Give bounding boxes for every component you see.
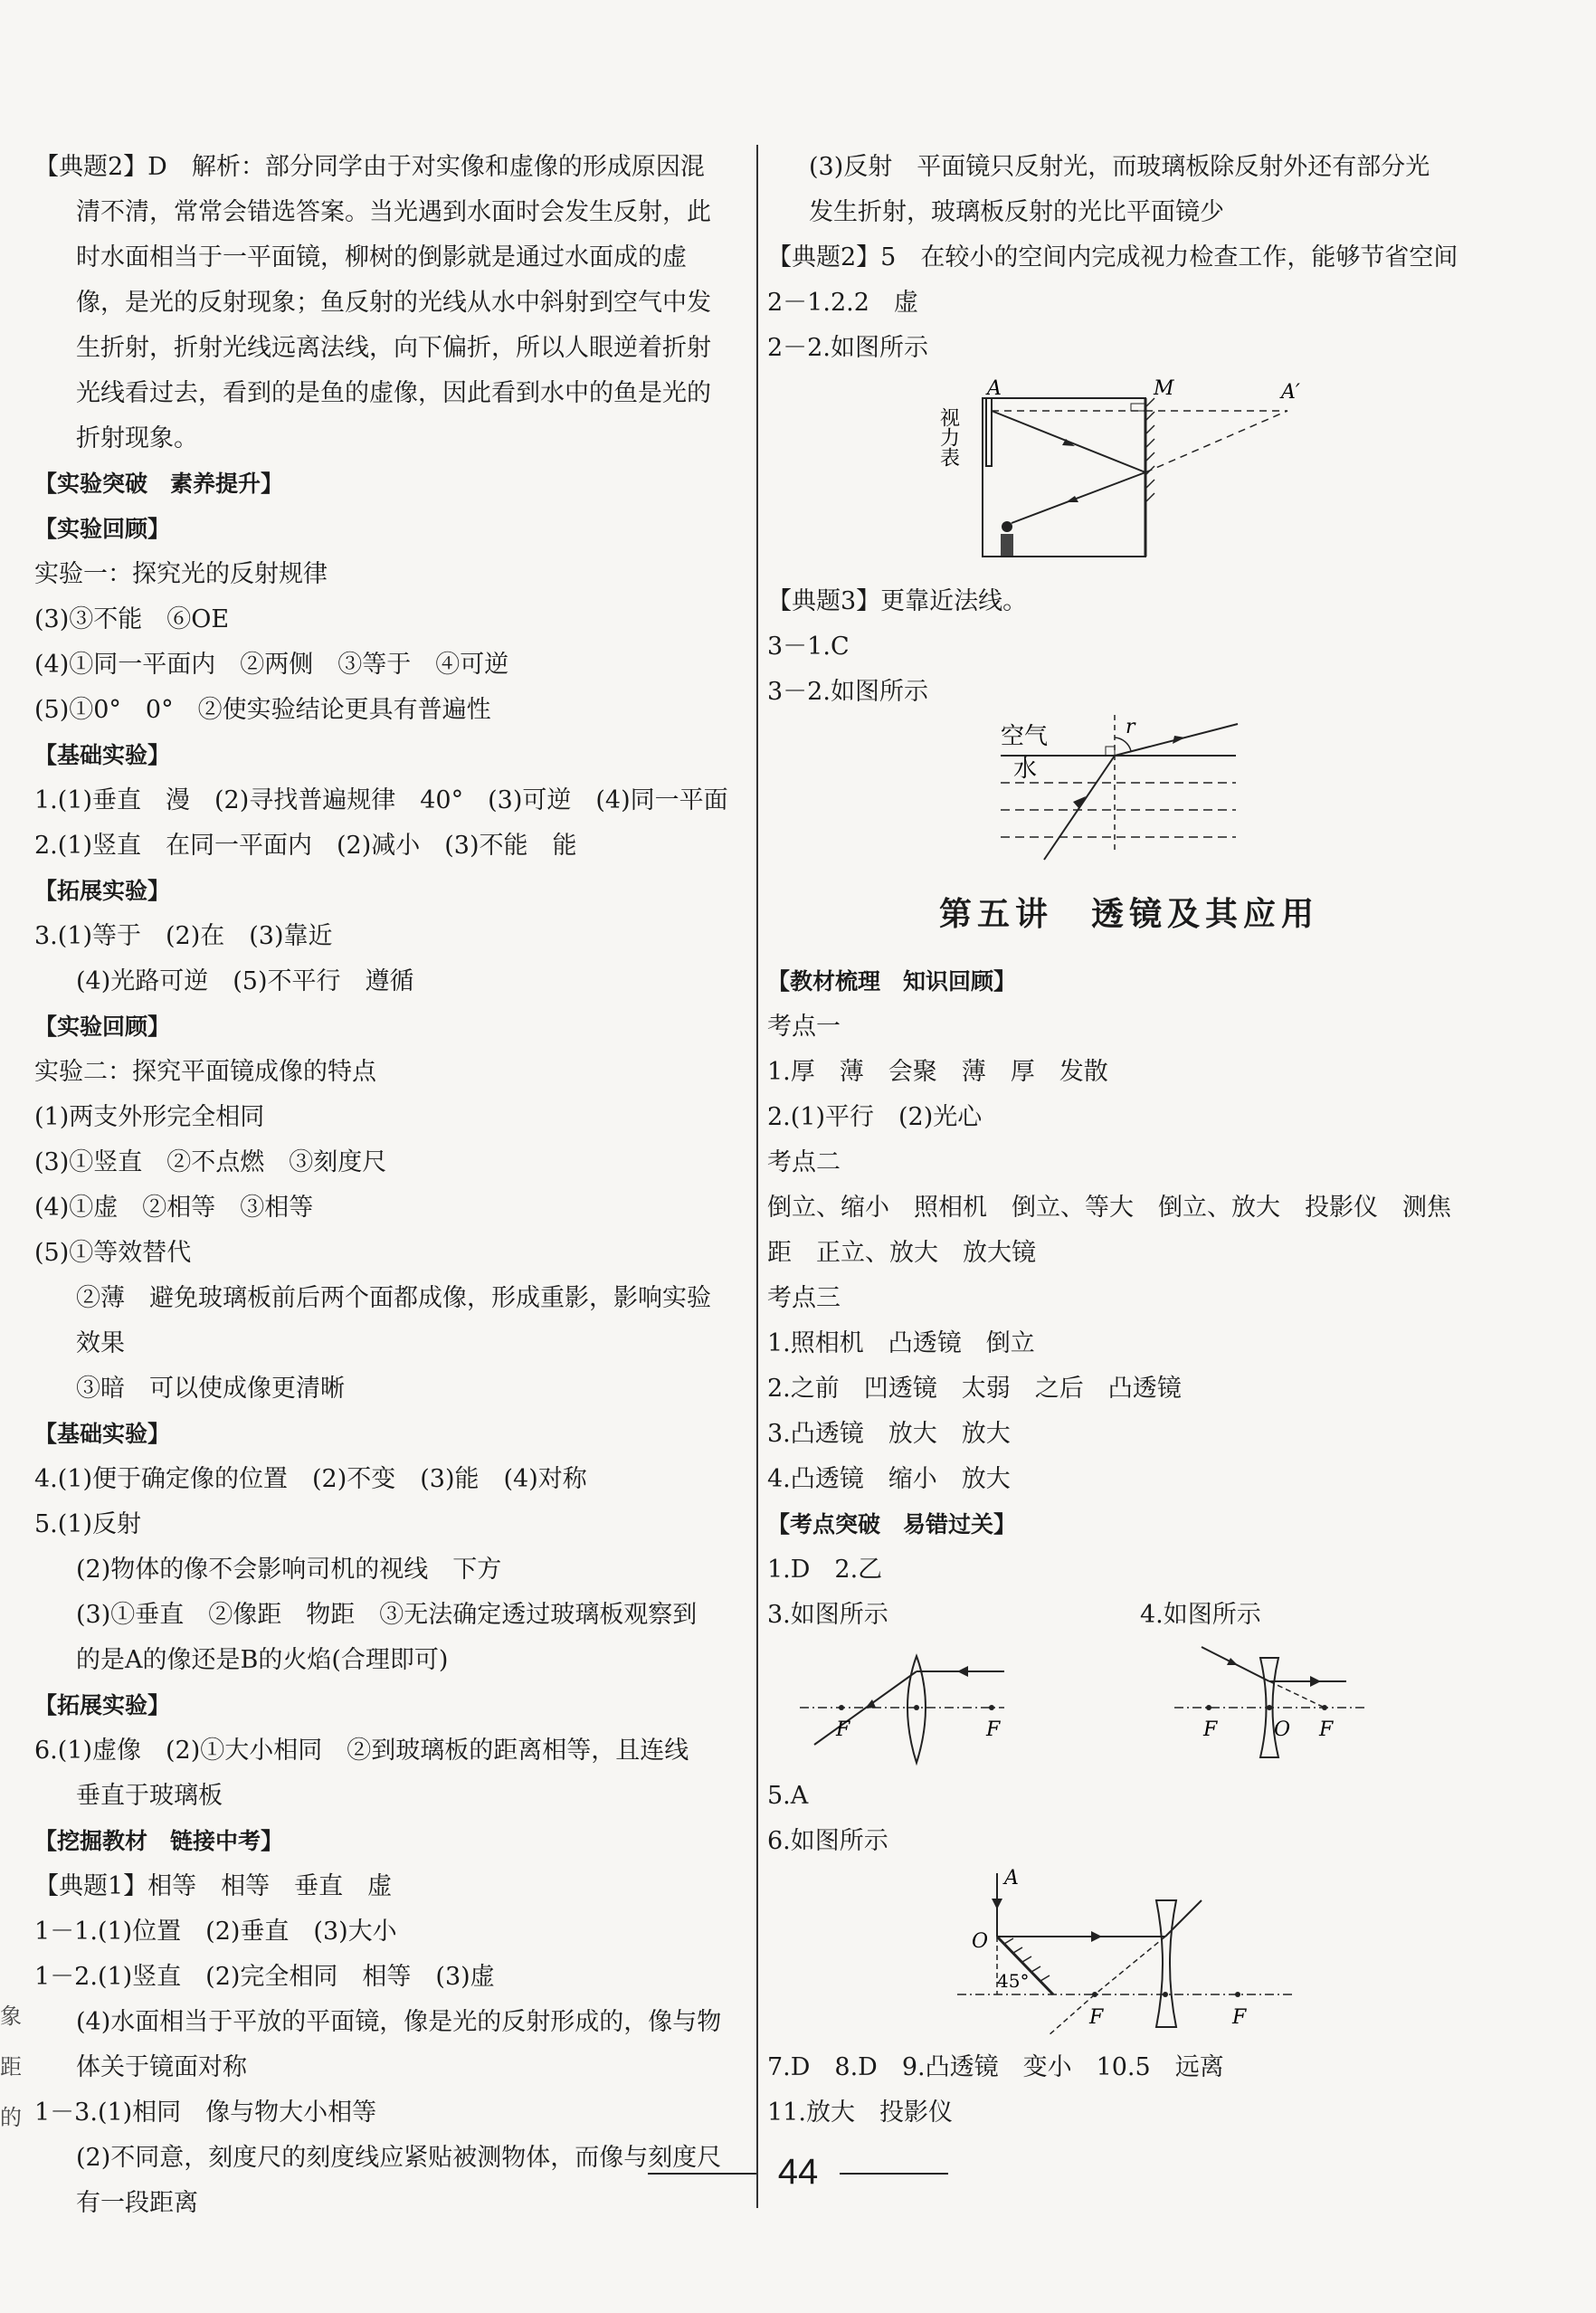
text-line: 1.(1)垂直 漫 (2)寻找普遍规律 40° (3)可逆 (4)同一平面: [34, 786, 728, 814]
figure-refraction: [767, 715, 1491, 869]
text-line: 3－1.C: [767, 633, 850, 661]
section-heading: 【挖掘教材 链接中考】: [34, 1828, 284, 1854]
margin-char: 距: [0, 2054, 22, 2080]
text-line: 折射现象。: [76, 424, 198, 452]
text-line: 实验二：探究平面镜成像的特点: [34, 1058, 376, 1086]
text-line: 发生折射，玻璃板反射的光比平面镜少: [809, 198, 1224, 226]
text-line: 1－3.(1)相同 像与物大小相等: [34, 2099, 377, 2127]
text-line: 【典题2】D 解析：部分同学由于对实像和虚像的形成原因混: [34, 153, 705, 181]
text-line: 2.之前 凹透镜 太弱 之后 凸透镜: [767, 1375, 1182, 1403]
text-line: 7.D 8.D 9.凸透镜 变小 10.5 远离: [767, 2053, 1224, 2081]
text-line: (4)①同一平面内 ②两侧 ③等于 ④可逆: [34, 651, 509, 679]
figure-mirror-lens-svg: [767, 1864, 1491, 2045]
left-column: [34, 145, 749, 2226]
text-line: (5)①0° 0° ②使实验结论更具有普遍性: [34, 696, 491, 724]
section-title: 第五讲 透镜及其应用: [938, 895, 1319, 933]
section-heading: 【教材梳理 知识回顾】: [767, 968, 1017, 995]
text-line: 考点二: [767, 1148, 841, 1176]
section-heading: 【基础实验】: [34, 1421, 171, 1447]
text-line: (3)反射 平面镜只反射光，而玻璃板除反射外还有部分光: [809, 153, 1430, 181]
text-line: 体关于镜面对称: [76, 2053, 247, 2081]
footer-rule: [840, 2173, 948, 2175]
text-line: 光线看过去，看到的是鱼的虚像，因此看到水中的鱼是光的: [76, 379, 711, 407]
text-line: 2－1.2.2 虚: [767, 289, 918, 317]
figure-label: 空气: [1001, 723, 1049, 750]
text-line: (2)不同意，刻度尺的刻度线应紧贴被测物体，而像与刻度尺: [76, 2144, 722, 2172]
text-line: (4)①虚 ②相等 ③相等: [34, 1194, 314, 1222]
figure-label: 45°: [997, 1970, 1030, 1992]
text-line: 1－1.(1)位置 (2)垂直 (3)大小: [34, 1918, 397, 1946]
text-line: 3.如图所示: [767, 1601, 888, 1629]
figure-eye-chart-mirror: [767, 371, 1491, 579]
section-heading: 【实验突破 素养提升】: [34, 471, 284, 497]
text-line: 6.(1)虚像 (2)①大小相同 ②到玻璃板的距离相等，且连线: [34, 1737, 689, 1765]
text-line: 【典题1】相等 相等 垂直 虚: [34, 1872, 393, 1900]
text-line: (4)水面相当于平放的平面镜，像是光的反射形成的，像与物: [76, 2008, 722, 2036]
margin-marks: [0, 1991, 22, 2143]
text-line: (3)①竖直 ②不点燃 ③刻度尺: [34, 1148, 387, 1176]
text-line: 有一段距离: [76, 2189, 198, 2217]
figure-lenses: [767, 1638, 1491, 1774]
text-line: 1.照相机 凸透镜 倒立: [767, 1329, 1035, 1357]
text-line: (2)物体的像不会影响司机的视线 下方: [76, 1556, 502, 1584]
text-line: 1.厚 薄 会聚 薄 厚 发散: [767, 1058, 1108, 1086]
margin-char: 的: [0, 2105, 22, 2130]
text-line: (3)③不能 ⑥OE: [34, 605, 230, 633]
figure-eye-chart-svg: [767, 371, 1491, 579]
text-line: 时水面相当于一平面镜，柳树的倒影就是通过水面成的虚: [76, 243, 687, 271]
text-line: 6.如图所示: [767, 1827, 888, 1855]
page-footer: [0, 2152, 1596, 2193]
text-line: 3.(1)等于 (2)在 (3)靠近: [34, 922, 333, 950]
figure-label: M: [1154, 377, 1174, 400]
footer-rule: [648, 2173, 756, 2175]
figure-label: F: [836, 1718, 850, 1741]
figure-label: F: [1089, 2006, 1104, 2029]
text-line: 11.放大 投影仪: [767, 2099, 953, 2127]
section-heading: 【考点突破 易错过关】: [767, 1511, 1017, 1537]
text-line: 3－2.如图所示: [767, 678, 928, 706]
figure-label: A′: [1281, 381, 1300, 404]
figure-label: F: [1319, 1718, 1334, 1741]
figure-label: 视力表: [936, 407, 960, 467]
section-heading: 【拓展实验】: [34, 878, 171, 904]
margin-char: 象: [0, 2004, 22, 2029]
text-line: 生折射，折射光线远离法线，向下偏折，所以人眼逆着折射: [76, 334, 711, 362]
figure-label: F: [1232, 2006, 1247, 2029]
text-line: 4.如图所示: [1140, 1601, 1261, 1629]
figure-label: O: [972, 1930, 989, 1953]
text-line: 5.(1)反射: [34, 1510, 142, 1538]
text-line: 的是A的像还是B的火焰(合理即可): [76, 1646, 449, 1674]
figure-lenses-svg: [767, 1638, 1491, 1774]
figure-label: O: [1274, 1718, 1291, 1741]
text-line: (5)①等效替代: [34, 1239, 192, 1267]
text-line: 垂直于玻璃板: [76, 1782, 223, 1810]
text-line: 2.(1)平行 (2)光心: [767, 1103, 983, 1131]
text-line: (4)光路可逆 (5)不平行 遵循: [76, 967, 414, 995]
text-line: 5.A: [767, 1782, 809, 1810]
text-line: 像，是光的反射现象；鱼反射的光线从水中斜射到空气中发: [76, 289, 711, 317]
section-heading: 【实验回顾】: [34, 516, 171, 542]
text-line: 清不清，常常会错选答案。当光遇到水面时会发生反射，此: [76, 198, 711, 226]
text-line: 2－2.如图所示: [767, 334, 928, 362]
page-number: 44: [777, 2152, 819, 2192]
figure-label: 水: [1013, 756, 1038, 783]
text-line: 倒立、缩小 照相机 倒立、等大 倒立、放大 投影仪 测焦: [767, 1194, 1451, 1222]
text-line: (3)①垂直 ②像距 物距 ③无法确定透过玻璃板观察到: [76, 1601, 698, 1629]
right-column: [767, 145, 1491, 2136]
text-line: 4.凸透镜 缩小 放大: [767, 1465, 1011, 1493]
text-line: 4.(1)便于确定像的位置 (2)不变 (3)能 (4)对称: [34, 1465, 587, 1493]
text-line-pair: [767, 1593, 1491, 1638]
column-divider: [756, 145, 758, 2208]
section-heading: 【基础实验】: [34, 742, 171, 768]
figure-refraction-svg: [767, 715, 1491, 869]
text-line: 【典题3】更靠近法线。: [767, 587, 1028, 615]
figure-mirror-lens: [767, 1864, 1491, 2045]
text-line: ③暗 可以使成像更清晰: [76, 1375, 345, 1403]
text-line: 距 正立、放大 放大镜: [767, 1239, 1036, 1267]
text-line: 效果: [76, 1329, 125, 1357]
text-line: 1.D 2.乙: [767, 1556, 883, 1584]
text-line: 【典题2】5 在较小的空间内完成视力检查工作，能够节省空间: [767, 243, 1458, 271]
figure-label: F: [1203, 1718, 1218, 1741]
text-line: 考点一: [767, 1013, 841, 1041]
figure-label: F: [986, 1718, 1001, 1741]
section-heading: 【拓展实验】: [34, 1692, 171, 1718]
text-line: ②薄 避免玻璃板前后两个面都成像，形成重影，影响实验: [76, 1284, 711, 1312]
section-heading: 【实验回顾】: [34, 1014, 171, 1040]
text-line: 3.凸透镜 放大 放大: [767, 1420, 1011, 1448]
text-line: 2.(1)竖直 在同一平面内 (2)减小 (3)不能 能: [34, 832, 577, 860]
text-line: 实验一：探究光的反射规律: [34, 560, 328, 588]
text-line: (1)两支外形完全相同: [34, 1103, 265, 1131]
text-line: 考点三: [767, 1284, 841, 1312]
text-line: 1－2.(1)竖直 (2)完全相同 相等 (3)虚: [34, 1963, 495, 1991]
figure-label: r: [1126, 716, 1135, 738]
figure-label: A: [1004, 1867, 1019, 1889]
figure-label: A: [987, 377, 1002, 400]
